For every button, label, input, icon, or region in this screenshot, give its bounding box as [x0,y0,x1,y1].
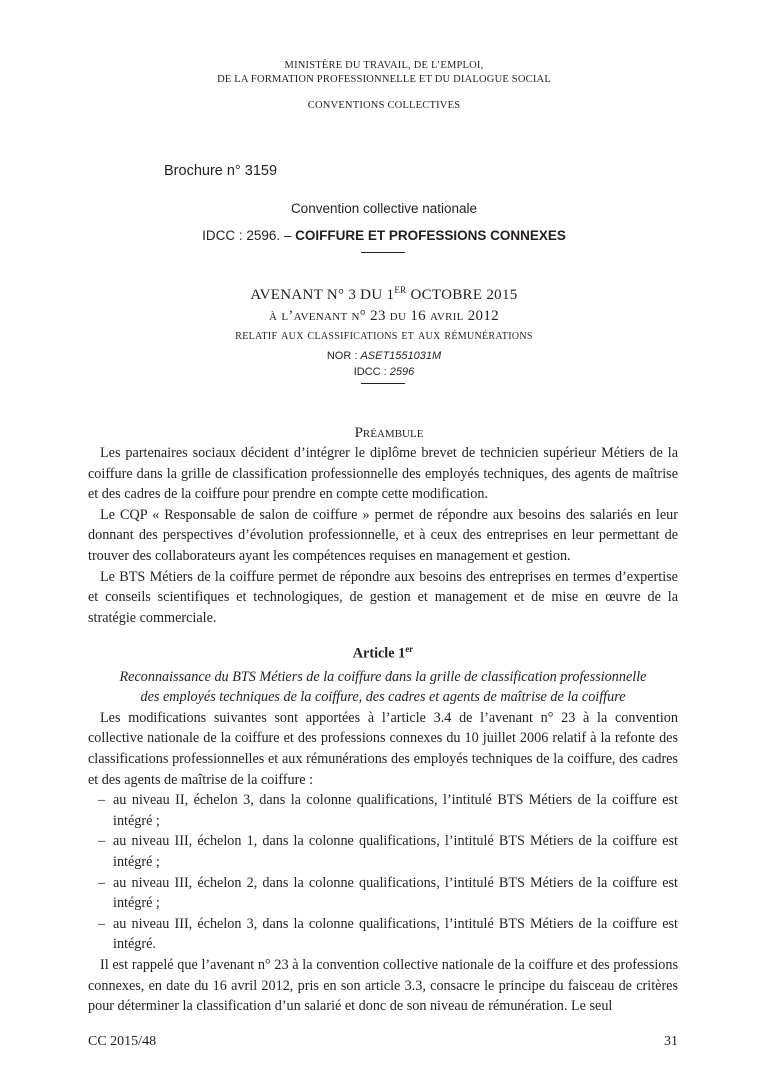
idcc-title [0,228,768,243]
preambule-paragraph: Le CQP « Responsable de salon de coiffure » permet de répondre aux besoins des salariés en leur donnant des perspectives d’évolution professionnelle, et à ceux des entreprises en leur permettant de trouver des collaborateurs ayant les compétences requises en management et gestion. [88,506,678,564]
idcc-line: IDCC : 2596 [353,366,415,378]
preambule-paragraph: Les partenaires sociaux décident d’intégrer le diplôme brevet de technicien supérieur Métiers de la coiffure dans la grille de classification professionnelle des employés techniques, des agents de maîtrise et des cadres de la coiffure pour prendre en compte cette modification. [88,445,678,503]
idcc-name: COIFFURE ET PROFESSIONS CONNEXES [295,228,566,243]
avenant-subject: relatif aux classifications et aux rémunérations [235,328,533,343]
conventions-heading: CONVENTIONS COLLECTIVES [307,100,461,111]
nor-line: NOR : ASET1551031M [326,350,442,362]
article-title: Article 1er [352,644,414,663]
list-item: – au niveau III, échelon 1, dans la colonne qualifications, l’intitulé BTS Métiers de la coiffure est intégré ; [98,833,678,871]
idcc-prefix: IDCC : 2596. – [202,228,296,243]
list-item: – au niveau III, échelon 2, dans la colonne qualifications, l’intitulé BTS Métiers de la coiffure est intégré ; [98,874,678,912]
preambule-paragraph: Le BTS Métiers de la coiffure permet de répondre aux besoins des entreprises en termes d’expertise et conseils scientifiques et technologiques, de gestion et management et de mise en œuvre de la stratégie commerciale. [88,568,678,626]
list-item: – au niveau II, échelon 3, dans la colonne qualifications, l’intitulé BTS Métiers de la coiffure est intégré ; [98,792,678,829]
preambule-heading: Préambule [354,425,424,441]
article-intro: Les modifications suivantes sont apportées à l’article 3.4 de l’avenant n° 23 à la convention collective nationale de la coiffure et des professions connexes du 10 juillet 2006 relatif à la refonte des classifications professionnelles et aux rémunérations des employés techniques de la coiffure, des cadres et des agents de maîtrise de la coiffure : [88,709,678,788]
brochure-number: Brochure n° 3159 [164,163,278,179]
ministry-line-1: MINISTÈRE DU TRAVAIL, DE L’EMPLOI, [284,60,484,71]
title-divider [361,252,405,253]
convention-title: Convention collective nationale [290,201,478,216]
document-body [88,443,678,1017]
avenant-divider [361,383,405,384]
avenant-title: AVENANT N° 3 DU 1ER OCTOBRE 2015 [250,285,518,303]
footer-reference: CC 2015/48 [88,1034,157,1049]
article-subtitle-line-2: des employés techniques de la coiffure, des cadres et agents de maîtrise de la coiffure [140,689,626,706]
ministry-line-2: DE LA FORMATION PROFESSIONNELLE ET DU DIALOGUE SOCIAL [217,74,551,85]
avenant-reference: à l’avenant n° 23 du 16 avril 2012 [269,308,499,324]
page-number: 31 [664,1034,678,1049]
list-item: – au niveau III, échelon 3, dans la colonne qualifications, l’intitulé BTS Métiers de la coiffure est intégré. [98,915,678,953]
article-closing-paragraph: Il est rappelé que l’avenant n° 23 à la convention collective nationale de la coiffure et des professions connexes, en date du 16 avril 2012, pris en son article 3.3, consacre le principe du faisceau de critères pour déterminer la classification d’un salarié et donc de son niveau de rémunération. Le seul [88,956,678,1015]
article-subtitle-line-1: Reconnaissance du BTS Métiers de la coiffure dans la grille de classification professionnelle [119,668,647,685]
